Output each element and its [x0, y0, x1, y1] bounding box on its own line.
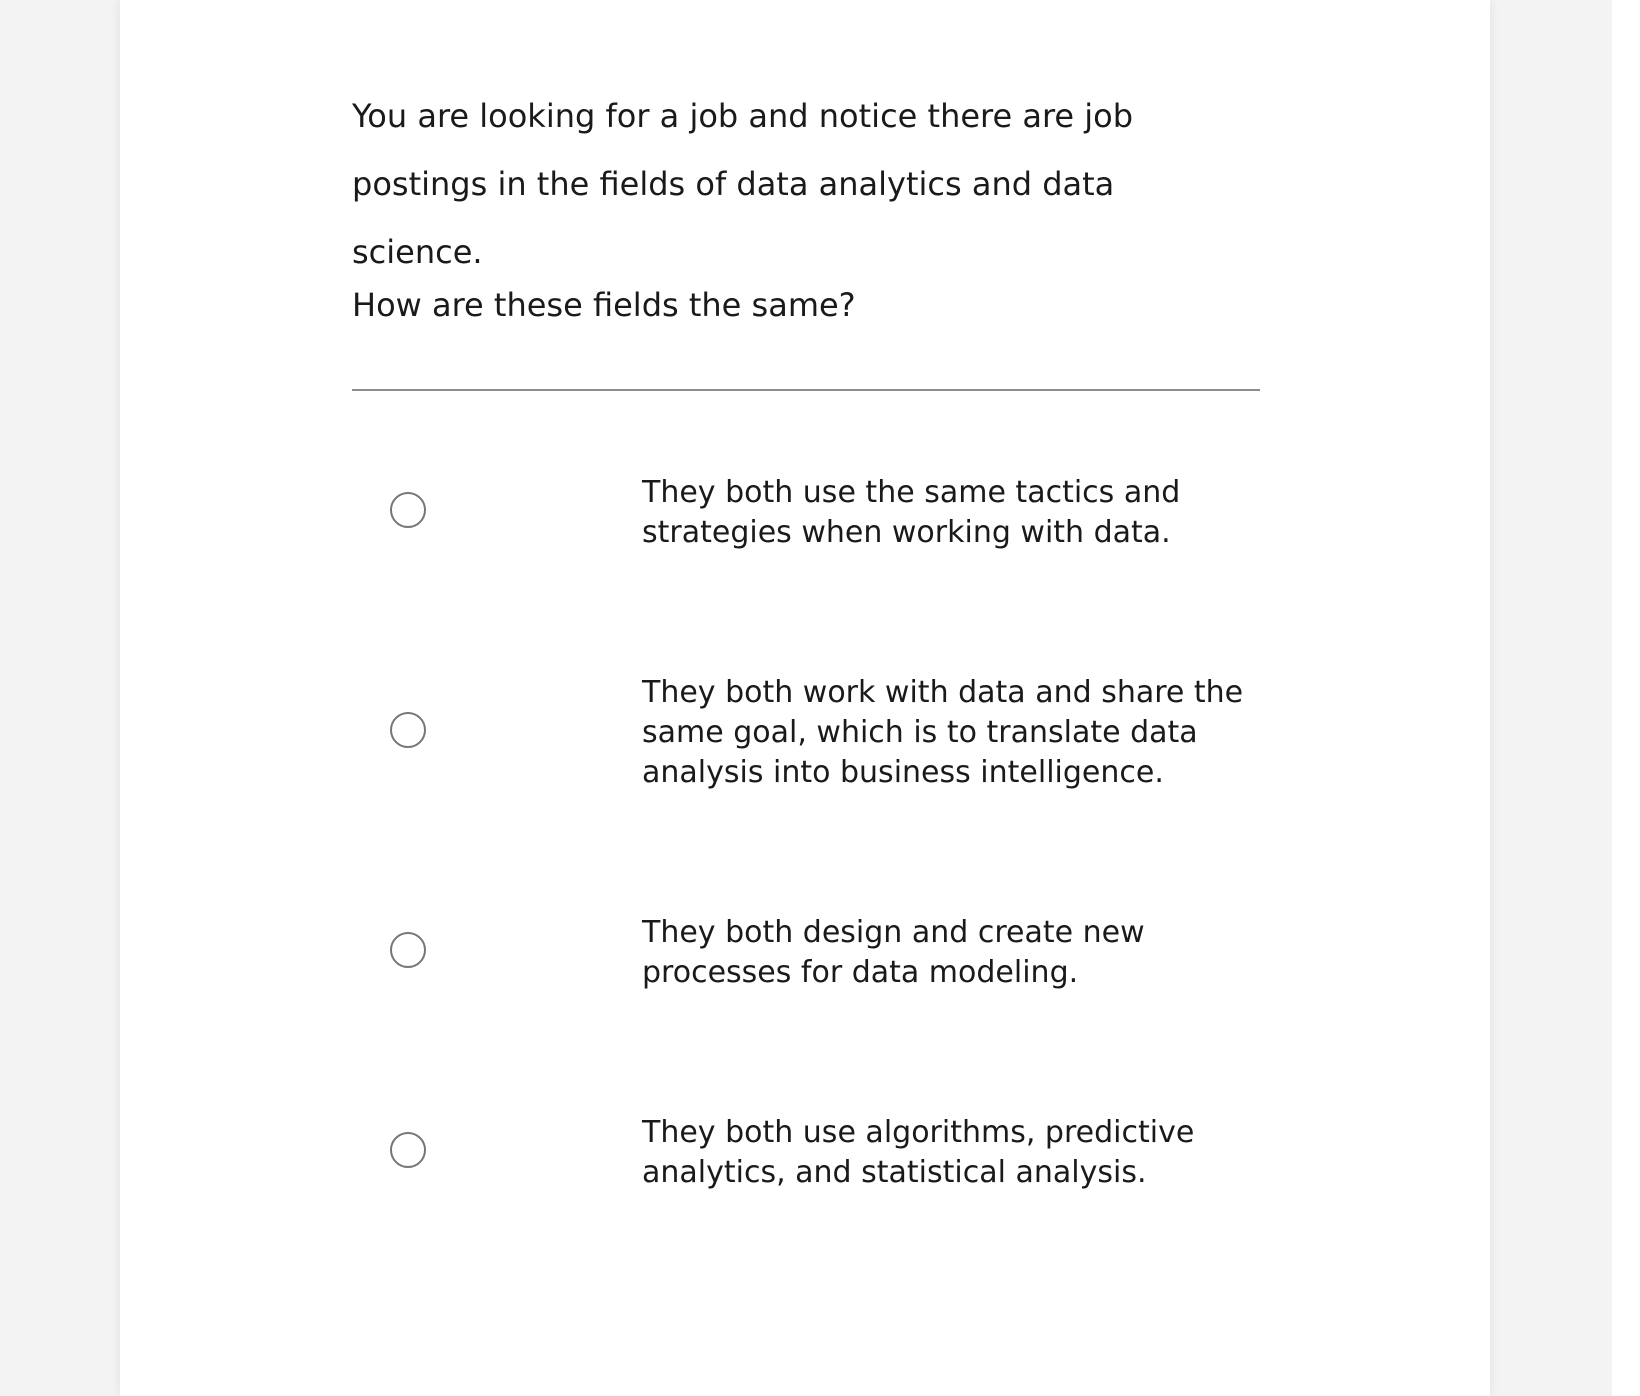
right-edge-strip	[1612, 0, 1640, 1396]
radio-button-icon[interactable]	[390, 1132, 426, 1168]
answer-option-label: They both work with data and share the same goal, which is to translate data analysis into business intelligence.	[642, 675, 1244, 790]
answer-option-label: They both use algorithms, predictive analytics, and statistical analysis.	[642, 1115, 1195, 1190]
question-prompt: You are looking for a job and notice there are job postings in the fields of data analytics and data science.	[352, 97, 1134, 271]
radio-button-icon[interactable]	[390, 932, 426, 968]
question-card	[120, 0, 1490, 1396]
radio-button-icon[interactable]	[390, 712, 426, 748]
answer-option-label: They both use the same tactics and strategies when working with data.	[642, 475, 1181, 550]
divider	[352, 389, 1260, 391]
radio-button-icon[interactable]	[390, 492, 426, 528]
answer-option-label: They both design and create new processes for data modeling.	[642, 915, 1145, 990]
question-text: How are these fields the same?	[352, 286, 856, 324]
